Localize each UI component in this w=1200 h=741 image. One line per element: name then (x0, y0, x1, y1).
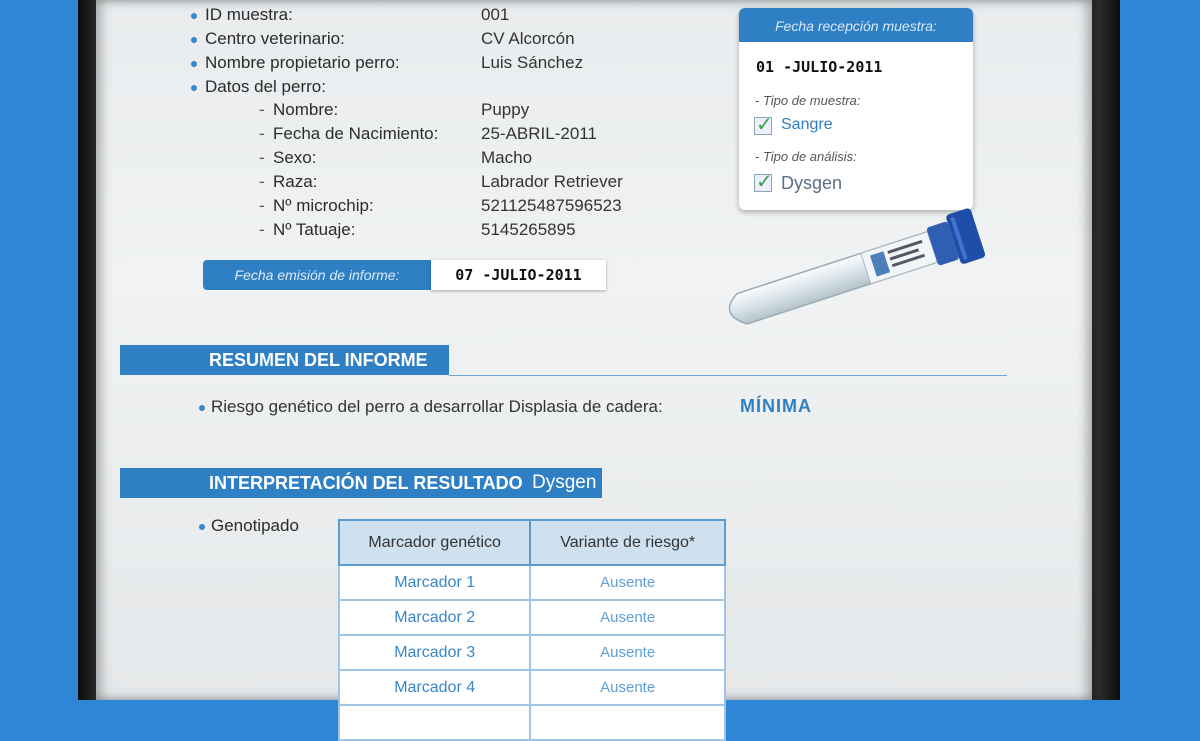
dash: - (259, 220, 265, 239)
variante-cell (530, 705, 725, 740)
variante-cell: Ausente (530, 635, 725, 670)
emision-value: 07 -JULIO-2011 (431, 260, 606, 290)
bullet-icon (191, 85, 197, 91)
marcador-cell: Marcador 4 (339, 670, 530, 705)
interpretacion-brand: Dysgen (532, 472, 597, 493)
field-label-propietario: Nombre propietario perro: (205, 53, 400, 72)
checkbox-checked-icon (754, 174, 772, 192)
dog-value-nacimiento: 25-ABRIL-2011 (481, 124, 597, 143)
field-label-datos-perro: Datos del perro: (205, 77, 326, 96)
marcador-cell (339, 705, 530, 740)
variante-cell: Ausente (530, 565, 725, 600)
test-tube-icon (703, 195, 1023, 325)
resumen-section-bar (120, 345, 449, 375)
dog-value-microchip: 521125487596523 (481, 196, 622, 215)
field-value-propietario: Luis Sánchez (481, 53, 584, 72)
table-row (339, 565, 725, 600)
column-header-variante: Variante de riesgo* (530, 520, 725, 565)
field-label-centro: Centro veterinario: (205, 29, 345, 48)
recepcion-header: Fecha recepción muestra: (739, 8, 973, 42)
genotipado-table (338, 519, 726, 741)
bullet-icon (199, 524, 205, 530)
marcador-cell: Marcador 1 (339, 565, 530, 600)
dash: - (259, 124, 265, 143)
dog-label-raza: Raza: (273, 172, 318, 191)
table-row (339, 600, 725, 635)
tipo-analisis-value: Dysgen (781, 173, 843, 193)
resumen-title: RESUMEN DEL INFORME (209, 350, 428, 370)
dog-value-nombre: Puppy (481, 100, 530, 119)
risk-value: MÍNIMA (740, 396, 812, 416)
bullet-icon (191, 37, 197, 43)
field-label-id: ID muestra: (205, 5, 293, 24)
recepcion-date: 01 -JULIO-2011 (756, 58, 883, 76)
marcador-cell: Marcador 2 (339, 600, 530, 635)
bullet-icon (191, 61, 197, 67)
dog-value-raza: Labrador Retriever (481, 172, 623, 191)
variante-cell: Ausente (530, 670, 725, 705)
dog-label-tatuaje: Nº Tatuaje: (273, 220, 356, 239)
tipo-muestra-label: - Tipo de muestra: (755, 93, 861, 108)
emision-label: Fecha emisión de informe: (203, 260, 431, 290)
tipo-analisis-label: - Tipo de análisis: (755, 149, 857, 164)
dog-label-microchip: Nº microchip: (273, 196, 374, 215)
field-value-centro: CV Alcorcón (481, 29, 575, 48)
dog-label-nombre: Nombre: (273, 100, 339, 119)
table-row (339, 635, 725, 670)
dog-value-sexo: Macho (481, 148, 533, 167)
checkbox-checked-icon (754, 117, 772, 135)
risk-text: Riesgo genético del perro a desarrollar Displasia de cadera: (211, 397, 663, 416)
section-divider (449, 375, 1007, 376)
dash: - (259, 172, 265, 191)
dog-label-sexo: Sexo: (273, 148, 317, 167)
table-header-row (339, 520, 725, 565)
dog-value-tatuaje: 5145265895 (481, 220, 576, 239)
bullet-icon (199, 405, 205, 411)
tipo-muestra-value: Sangre (781, 116, 833, 133)
genotipado-label: Genotipado (211, 516, 299, 535)
dash: - (259, 148, 265, 167)
marcador-cell: Marcador 3 (339, 635, 530, 670)
dash: - (259, 196, 265, 215)
dog-label-nacimiento: Fecha de Nacimiento: (273, 124, 439, 143)
interpretacion-title: INTERPRETACIÓN DEL RESULTADO (209, 473, 523, 493)
bullet-icon (191, 13, 197, 19)
field-value-id: 001 (481, 5, 510, 24)
variante-cell: Ausente (530, 600, 725, 635)
dash: - (259, 100, 265, 119)
table-row (339, 705, 725, 740)
column-header-marcador: Marcador genético (339, 520, 530, 565)
recepcion-card (739, 8, 973, 210)
interpretacion-section-bar (120, 468, 602, 498)
